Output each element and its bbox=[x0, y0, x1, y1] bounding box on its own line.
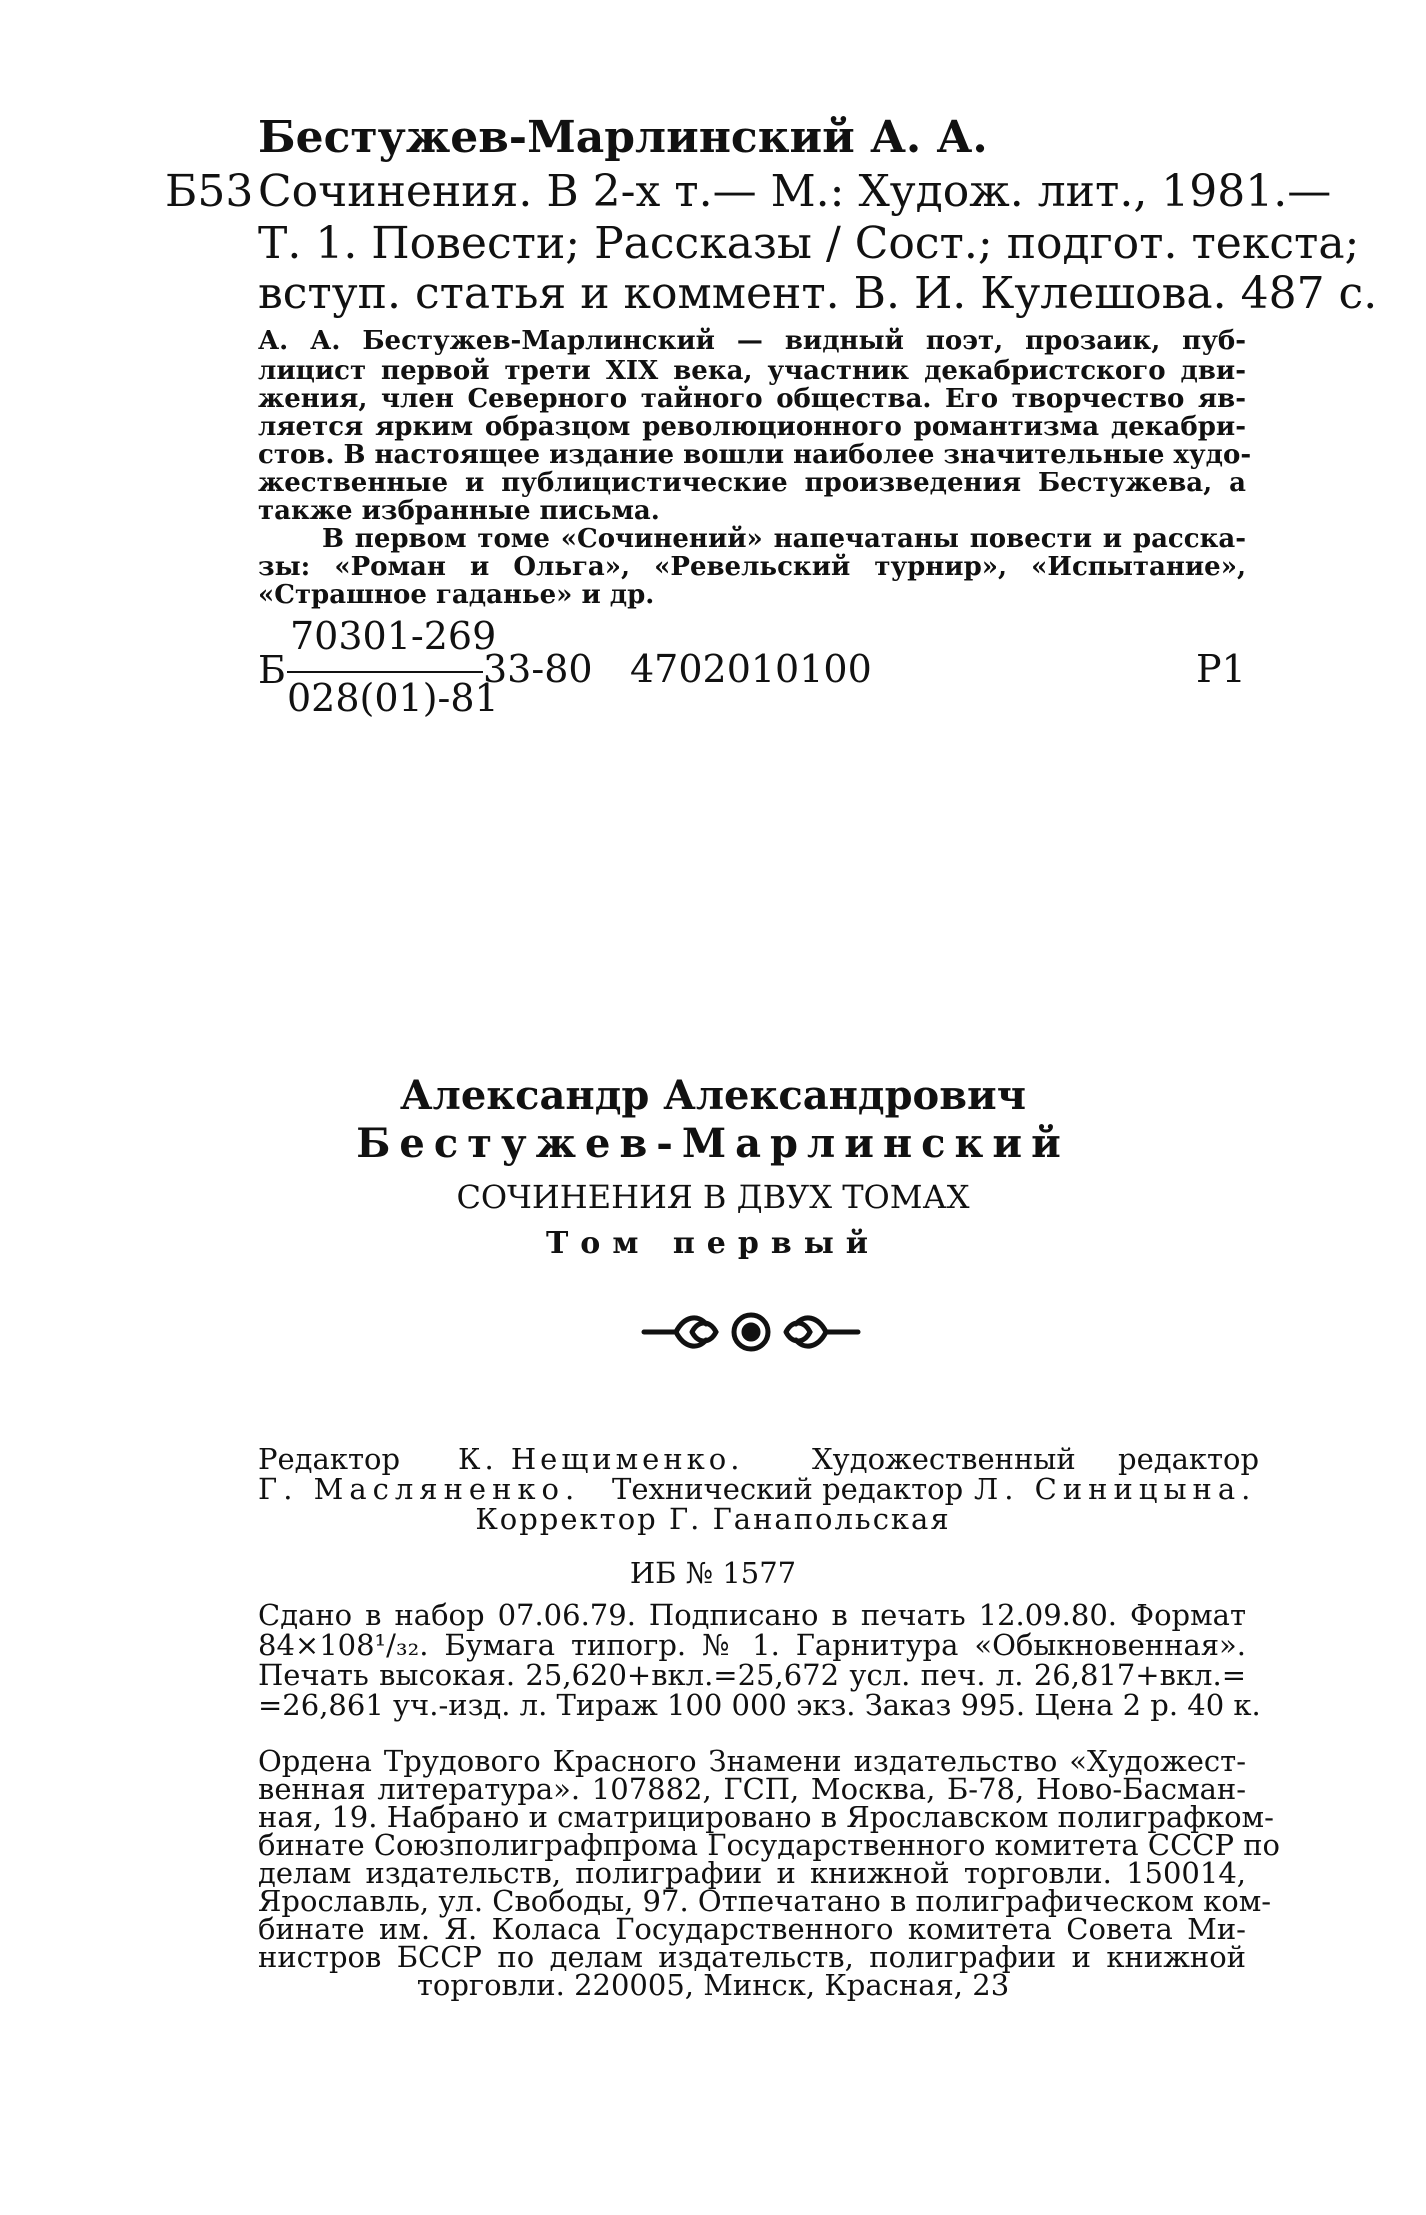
volume-label: Том первый bbox=[545, 1226, 881, 1261]
credit-editor-name: К. Нещименко. bbox=[458, 1442, 744, 1476]
bbk-letter: Б bbox=[258, 648, 286, 692]
imprint-line: Печать высокая. 25,620+вкл.=25,672 усл. печ. л. 26,817+вкл.= bbox=[258, 1658, 1246, 1692]
annotation-line: А. А. Бестужев-Марлинский — видный поэт, прозаик, пуб- bbox=[258, 326, 1246, 356]
catalog-code: Б53 bbox=[165, 166, 254, 217]
credit-art-label: Художественный bbox=[812, 1442, 1076, 1476]
credit-editor-label: Редактор bbox=[258, 1442, 401, 1476]
annotation-line: также избранные письма. bbox=[258, 496, 660, 526]
publisher-line: бинате Союзполиграфпрома Государственного комитета СССР по bbox=[258, 1828, 1280, 1862]
imprint-line: 84×108¹/₃₂. Бумага типогр. № 1. Гарнитура «Обыкновенная». bbox=[258, 1628, 1246, 1662]
publisher-line: ная, 19. Набрано и сматрицировано в Ярославском полиграфком- bbox=[258, 1800, 1274, 1834]
annotation-line: жения, член Северного тайного общества. Его творчество яв- bbox=[258, 384, 1246, 414]
ornament-icon bbox=[636, 1300, 866, 1364]
credit-art-label-2: редактор bbox=[1118, 1442, 1260, 1476]
publisher-line: Ярославль, ул. Свободы, 97. Отпечатано в полиграфическом ком- bbox=[258, 1884, 1272, 1918]
publisher-line: венная литература». 107882, ГСП, Москва, Б-78, Ново-Басман- bbox=[258, 1772, 1246, 1806]
credit-tech-editor-name: Л. Синицына. bbox=[974, 1472, 1257, 1506]
ib-number: ИБ № 1577 bbox=[629, 1556, 797, 1590]
author-surname: Бестужев-Марлинский bbox=[356, 1120, 1070, 1167]
publisher-line: Ордена Трудового Красного Знамени издательство «Художест- bbox=[258, 1744, 1246, 1778]
annotation-line: лицист первой трети XIX века, участник декабристского дви- bbox=[258, 356, 1246, 386]
credit-corrector: Корректор Г. Ганапольская bbox=[475, 1502, 951, 1536]
imprint-line: =26,861 уч.-изд. л. Тираж 100 000 экз. Заказ 995. Цена 2 р. 40 к. bbox=[258, 1688, 1261, 1722]
annotation2-line: «Страшное гаданье» и др. bbox=[258, 580, 655, 610]
annotation-line: ляется ярким образцом революционного романтизма декабри- bbox=[258, 412, 1246, 442]
publisher-line: нистров БССР по делам издательств, полиграфии и книжной bbox=[258, 1940, 1246, 1974]
publisher-line: делам издательств, полиграфии и книжной торговли. 150014, bbox=[258, 1856, 1246, 1890]
bbk-denominator: 028(01)-81 bbox=[287, 676, 499, 720]
imprint-line: Сдано в набор 07.06.79. Подписано в печать 12.09.80. Формат bbox=[258, 1598, 1246, 1632]
author-name: Александр Александрович bbox=[400, 1072, 1026, 1119]
publisher-line: бинате им. Я. Коласа Государственного комитета Совета Ми- bbox=[258, 1912, 1246, 1946]
publisher-last-line: торговли. 220005, Минск, Красная, 23 bbox=[416, 1968, 1010, 2002]
bbk-fraction-line bbox=[287, 671, 483, 673]
catalog-line-2: Т. 1. Повести; Рассказы / Сост.; подгот. текста; bbox=[258, 218, 1360, 269]
catalog-line-3: вступ. статья и коммент. В. И. Кулешова. 487 с. bbox=[258, 268, 1378, 319]
series-title: СОЧИНЕНИЯ В ДВУХ ТОМАХ bbox=[456, 1178, 970, 1216]
annotation2-line: В первом томе «Сочинений» напечатаны повести и расска- bbox=[322, 524, 1246, 554]
catalog-line-1: Сочинения. В 2-х т.— М.: Худож. лит., 1981.— bbox=[258, 166, 1332, 217]
catalog-author: Бестужев-Марлинский А. А. bbox=[258, 112, 988, 163]
bbk-index: Р1 bbox=[1196, 647, 1246, 691]
annotation-line: стов. В настоящее издание вошли наиболее значительные худо- bbox=[258, 440, 1252, 470]
bbk-numerator: 70301-269 bbox=[290, 614, 497, 658]
annotation2-line: зы: «Роман и Ольга», «Ревельский турнир», «Испытание», bbox=[258, 552, 1246, 582]
bbk-number: 4702010100 bbox=[630, 647, 872, 691]
credit-art-editor-name: Г. Масляненко. bbox=[258, 1472, 581, 1506]
annotation-line: жественные и публицистические произведения Бестужева, а bbox=[258, 468, 1246, 498]
credit-tech-label: Технический редактор bbox=[612, 1472, 964, 1506]
bbk-suffix: 33-80 bbox=[483, 647, 593, 691]
